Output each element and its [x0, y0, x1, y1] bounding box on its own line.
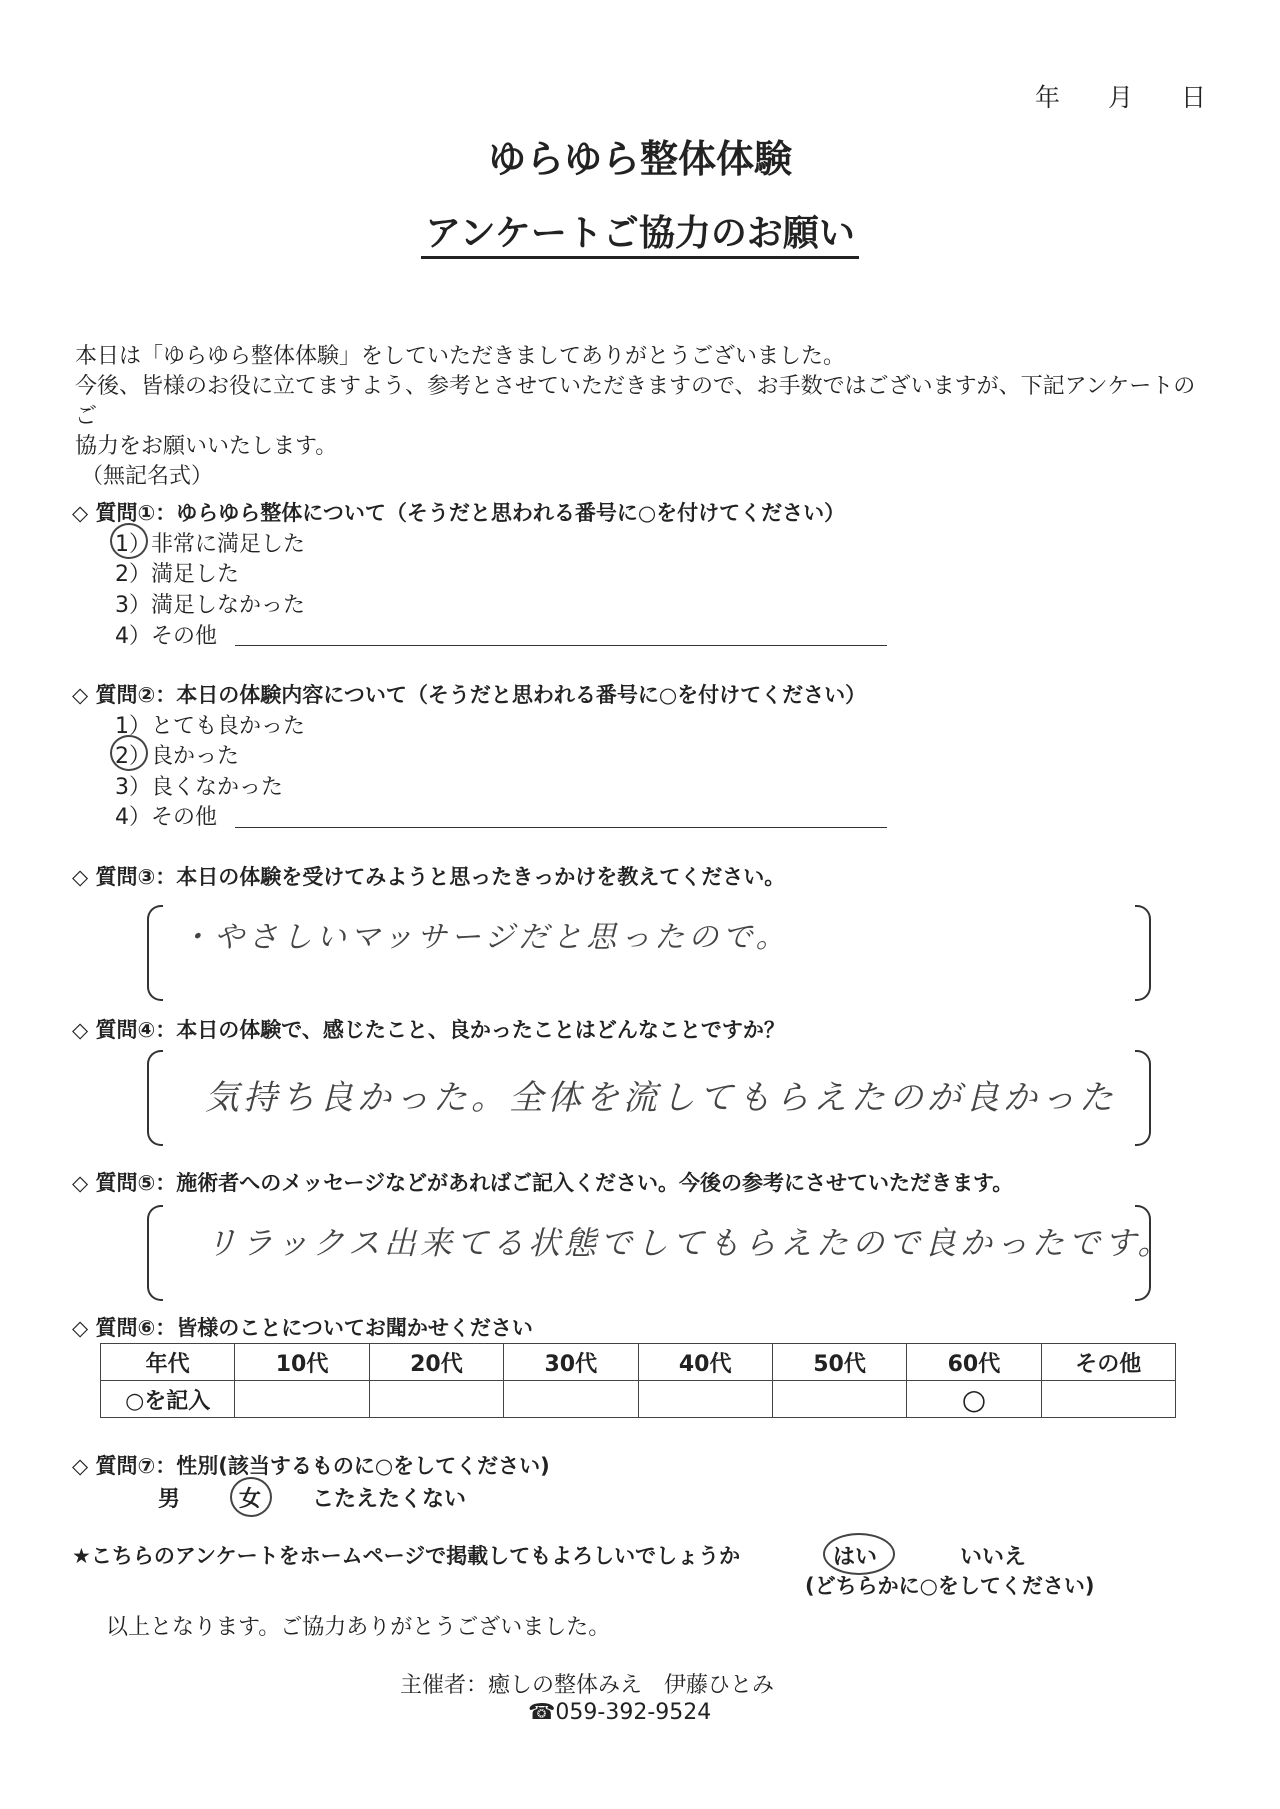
row-label-cell: ○を記入: [101, 1381, 235, 1418]
intro-line: 本日は「ゆらゆら整体体験」をしていただきましてありがとうございました。: [75, 344, 846, 369]
question-7-heading: ◇ 質問⑦：性別(該当するものに○をしてください): [72, 1454, 550, 1478]
question-4-heading: ◇ 質問④：本日の体験で、感じたこと、良かったことはどんなことですか？: [72, 1018, 785, 1042]
q2-option-3[interactable]: 3）良くなかった: [115, 775, 283, 800]
q2-other-line[interactable]: [235, 827, 887, 828]
age-input-cell[interactable]: [369, 1381, 503, 1418]
q2-option-1[interactable]: 1）とても良かった: [115, 714, 305, 739]
q1-option-4[interactable]: 4）その他: [115, 624, 217, 649]
intro-line: （無記名式）: [81, 464, 214, 489]
publish-question: ★こちらのアンケートをホームページで掲載してもよろしいでしょうか: [72, 1544, 741, 1568]
intro-line: 協力をお願いいたします。: [75, 434, 338, 459]
publish-note: (どちらかに○をしてください): [805, 1574, 1095, 1598]
intro-line: 今後、皆様のお役に立てますよう、参考とさせていただきますので、お手数ではございますが、下記アンケートのご: [75, 374, 1196, 429]
gender-female[interactable]: 女: [239, 1487, 262, 1512]
publish-no[interactable]: いいえ: [960, 1545, 1027, 1570]
q2-option-2[interactable]: 2）良かった: [115, 744, 239, 769]
month-label: 月: [1108, 83, 1136, 112]
age-input-cell[interactable]: [504, 1381, 638, 1418]
gender-male[interactable]: 男: [158, 1487, 181, 1512]
page-subtitle: [0, 205, 1280, 256]
answer-bracket-right: [1135, 905, 1151, 1001]
age-header-cell: 10代: [235, 1344, 369, 1381]
subtitle-text: アンケートご協力のお願い: [421, 213, 859, 259]
question-5-heading: ◇ 質問⑤：施術者へのメッセージなどがあればご記入ください。今後の参考にさせていただきます。: [72, 1171, 1014, 1195]
selection-circle: [230, 1477, 272, 1517]
age-header-cell: 50代: [772, 1344, 906, 1381]
date-fields: [999, 78, 1208, 114]
age-input-cell-60s[interactable]: [907, 1381, 1041, 1418]
selection-circle: [823, 1533, 895, 1575]
q1-option-1[interactable]: 1）非常に満足した: [115, 532, 305, 557]
answer-bracket-left: [147, 1205, 163, 1301]
question-3-heading: ◇ 質問③：本日の体験を受けてみようと思ったきっかけを教えてください。: [72, 865, 786, 889]
question-2-heading: ◇ 質問②：本日の体験内容について（そうだと思われる番号に○を付けてください）: [72, 683, 867, 707]
organizer-text: 主催者：癒しの整体みえ 伊藤ひとみ: [400, 1673, 775, 1698]
selection-circle: [110, 735, 148, 771]
q4-answer[interactable]: 気持ち良かった。全体を流してもらえたのが良かった: [205, 1078, 1117, 1118]
selection-circle: [110, 523, 148, 559]
age-header-cell: 40代: [638, 1344, 772, 1381]
table-row: [101, 1381, 1176, 1418]
age-input-cell[interactable]: [772, 1381, 906, 1418]
answer-bracket-left: [147, 905, 163, 1001]
q2-option-4[interactable]: 4）その他: [115, 805, 217, 830]
age-table: [100, 1343, 1176, 1418]
age-header-cell: 年代: [101, 1344, 235, 1381]
age-header-cell: 20代: [369, 1344, 503, 1381]
question-1-heading: ◇ 質問①：ゆらゆら整体について（そうだと思われる番号に○を付けてください）: [72, 501, 846, 525]
q5-answer[interactable]: リラックス出来てる状態でしてもらえたので良かったです。: [205, 1224, 1174, 1262]
q1-other-line[interactable]: [235, 645, 887, 646]
intro-text: [75, 342, 1215, 492]
age-input-cell[interactable]: [235, 1381, 369, 1418]
page-title: ゆらゆら整体体験: [487, 137, 792, 181]
age-mark: ○: [961, 1382, 987, 1416]
q1-option-2[interactable]: 2）満足した: [115, 562, 239, 587]
question-6-heading: ◇ 質問⑥：皆様のことについてお聞かせください: [72, 1316, 533, 1340]
q3-answer[interactable]: ・やさしいマッサージだと思ったので。: [180, 920, 790, 955]
phone-text: ☎059-392-9524: [528, 1700, 712, 1725]
age-input-cell[interactable]: [1041, 1381, 1175, 1418]
table-row: [101, 1344, 1176, 1381]
age-input-cell[interactable]: [638, 1381, 772, 1418]
gender-no-answer[interactable]: こたえたくない: [312, 1487, 467, 1512]
q1-option-3[interactable]: 3）満足しなかった: [115, 593, 305, 618]
day-label: 日: [1180, 83, 1208, 112]
year-label: 年: [1035, 83, 1063, 112]
closing-text: 以上となります。ご協力ありがとうございました。: [106, 1615, 611, 1640]
answer-bracket-left: [147, 1050, 163, 1146]
publish-yes[interactable]: はい: [833, 1545, 878, 1570]
age-header-cell: 60代: [907, 1344, 1041, 1381]
age-header-cell: 30代: [504, 1344, 638, 1381]
answer-bracket-right: [1135, 1050, 1151, 1146]
age-header-cell: その他: [1041, 1344, 1175, 1381]
